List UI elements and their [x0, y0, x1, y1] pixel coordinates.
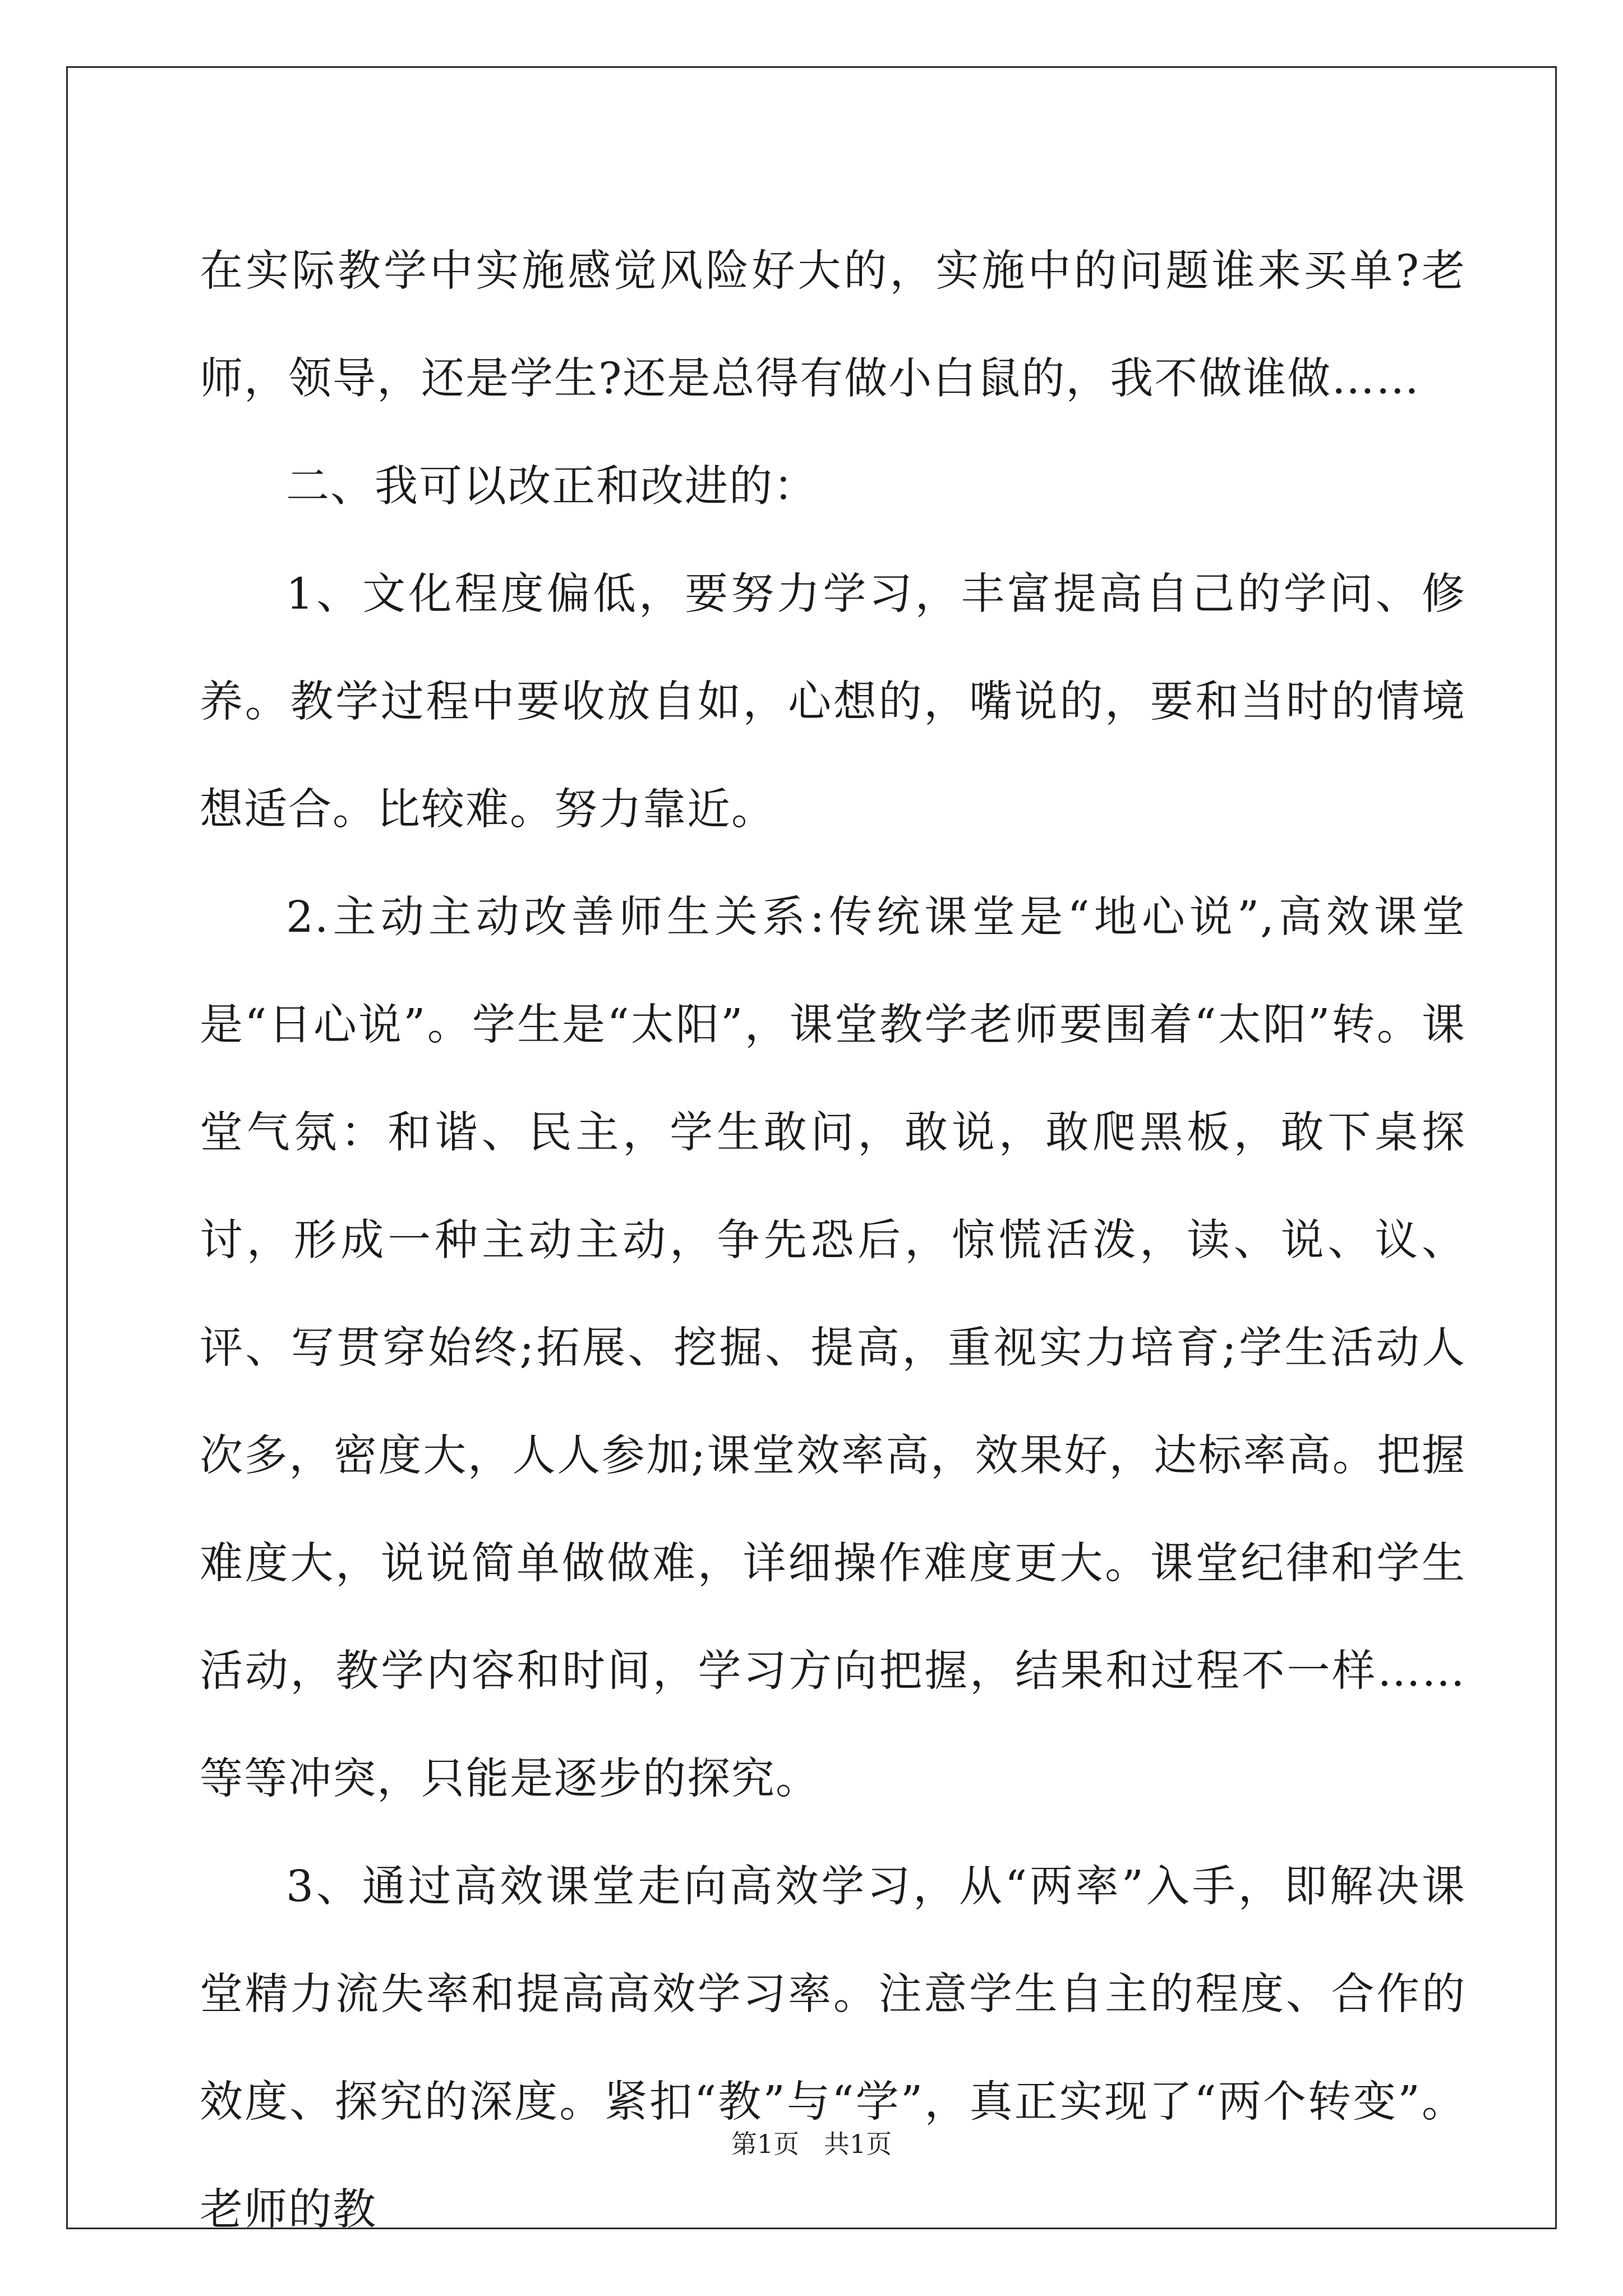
paragraph-1: 在实际教学中实施感觉风险好大的，实施中的问题谁来买单?老师，领导，还是学生?还是总得有做小白鼠的，我不做谁做……: [200, 246, 1466, 404]
page-footer: 第1页 共1页: [731, 2129, 892, 2159]
paragraph-3: 1、文化程度偏低，要努力学习，丰富提高自己的学问、修养。教学过程中要收放自如，心想的，嘴说的，要和当时的情境想适合。比较难。努力靠近。: [200, 569, 1466, 835]
document-body: [200, 218, 1466, 2264]
paragraph-4: 2.主动主动改善师生关系:传统课堂是“地心说”,高效课堂是“日心说”。学生是“太阳”，课堂教学老师要围着“太阳”转。课堂气氛：和谐、民主，学生敢问，敢说，敢爬黑板，敢下桌探讨，形成一种主动主动，争先恐后，惊慌活泼，读、说、议、评、写贯穿始终;拓展、挖掘、提高，重视实力培育;学生活动人次多，密度大，人人参加;课堂效率高，效果好，达标率高。把握难度大，说说简单做做难，详细操作难度更大。课堂纪律和学生活动，教学内容和时间，学习方向把握，结果和过程不一样……等等冲突，只能是逐步的探究。: [200, 892, 1466, 1804]
paragraph-2: 二、我可以改正和改进的：: [286, 462, 818, 512]
paragraph-5: 3、通过高效课堂走向高效学习，从“两率”入手，即解决课堂精力流失率和提高高效学习率。注意学生自主的程度、合作的效度、探究的深度。紧扣“教”与“学”，真正实现了“两个转变”。老师的教: [200, 1862, 1466, 2235]
